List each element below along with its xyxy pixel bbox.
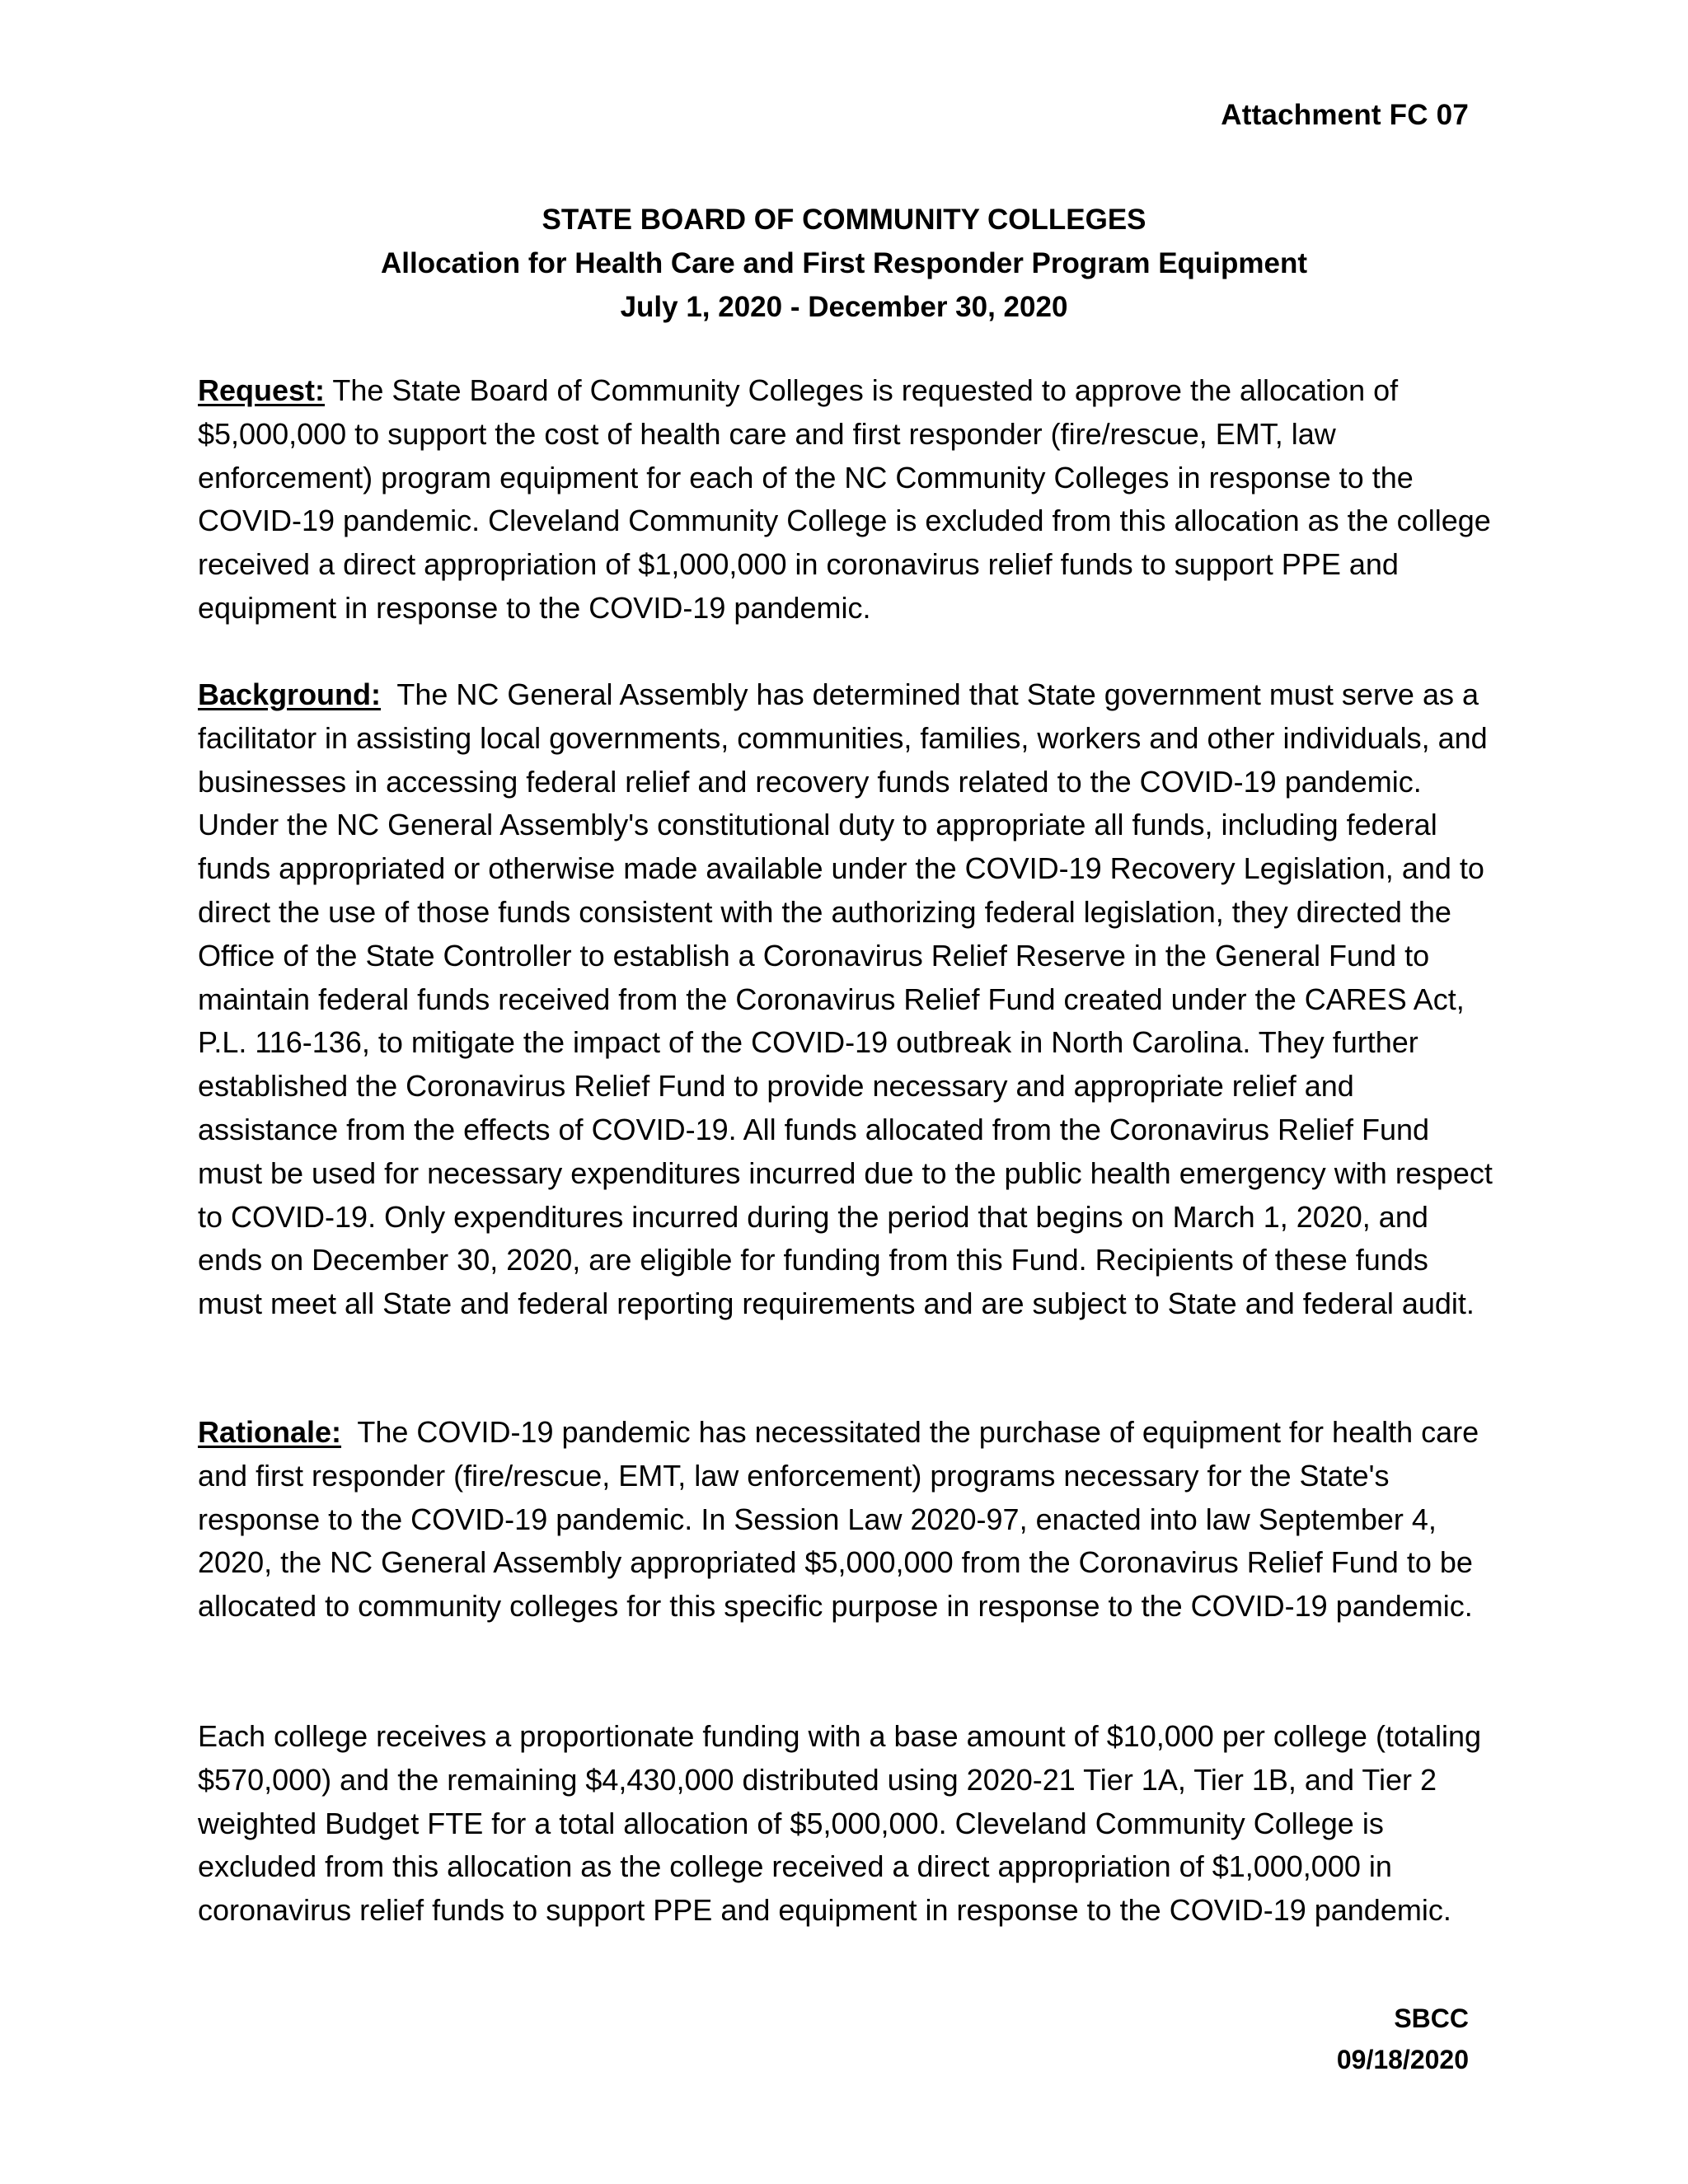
footer-date: 09/18/2020 (1336, 2045, 1469, 2074)
document-title-block (198, 198, 1490, 329)
title-org: STATE BOARD OF COMMUNITY COLLEGES (542, 204, 1146, 236)
allocation-paragraph: Each college receives a proportionate funding with a base amount of $10,000 per college (totaling $570,000) and the remaining $4,430,000 distributed using 2020-21 Tier 1A, Tier 1B, and Tier 2 weighted Budget FTE for a total allocation of $5,000,000. Cleveland Community College is excluded from this allocation as the college received a direct appropriation of $1,000,000 in coronavirus relief funds to support PPE and equipment in response to the COVID-19 pandemic. (198, 1719, 1482, 1928)
request-section (198, 369, 1498, 630)
title-period: July 1, 2020 - December 30, 2020 (620, 291, 1068, 323)
attachment-label: Attachment FC 07 (1221, 99, 1469, 131)
footer-org: SBCC (1394, 2004, 1469, 2033)
request-text: The State Board of Community Colleges is requested to approve the allocation of $5,000,000 to support the cost of health care and first responder (fire/rescue, EMT, law enforcement) program equipment for each of the NC Community Colleges in response to the COVID-19 pandemic. Cleveland Community College is excluded from this allocation as the college received a direct appropriation of $1,000,000 in coronavirus relief funds to support PPE and equipment in response to the COVID-19 pandemic. (198, 373, 1491, 625)
title-subject: Allocation for Health Care and First Responder Program Equipment (380, 247, 1308, 279)
rationale-section (198, 1411, 1498, 1629)
footer-block (1337, 1998, 1469, 2080)
rationale-text: The COVID-19 pandemic has necessitated the purchase of equipment for health care and first responder (fire/rescue, EMT, law enforcement) programs necessary for the State's response to the COVID-19 pandemic. In Session Law 2020-97, enacted into law September 4, 2020, the NC General Assembly appropriated $5,000,000 from the Coronavirus Relief Fund to be allocated to community colleges for this specific purpose in response to the COVID-19 pandemic. (198, 1415, 1479, 1624)
background-label: Background: (198, 677, 382, 711)
background-text: The NC General Assembly has determined that State government must serve as a facilitator in assisting local governments, communities, families, workers and other individuals, and businesses in accessing federal relief and recovery funds related to the COVID-19 pandemic. Under the NC General Assembly's constitutional duty to appropriate all funds, including federal funds appropriated or otherwise made available under the COVID-19 Recovery Legislation, and to direct the use of those funds consistent with the authorizing federal legislation, they directed the Office of the State Controller to establish a Coronavirus Relief Reserve in the General Fund to maintain federal funds received from the Coronavirus Relief Fund created under the CARES Act, P.L. 116-136, to mitigate the impact of the COVID-19 outbreak in North Carolina. They further established the Coronavirus Relief Fund to provide necessary and appropriate relief and assistance from the effects of COVID-19. All funds allocated from the Coronavirus Relief Fund must be used for necessary expenditures incurred due to the public health emergency with respect to COVID-19. Only expenditures incurred during the period that begins on March 1, 2020, and ends on December 30, 2020, are eligible for funding from this Fund. Recipients of these funds must meet all State and federal reporting requirements and are subject to State and federal audit. (198, 677, 1493, 1321)
request-label: Request: (198, 373, 326, 407)
background-section (198, 673, 1498, 1326)
rationale-label: Rationale: (198, 1415, 342, 1449)
